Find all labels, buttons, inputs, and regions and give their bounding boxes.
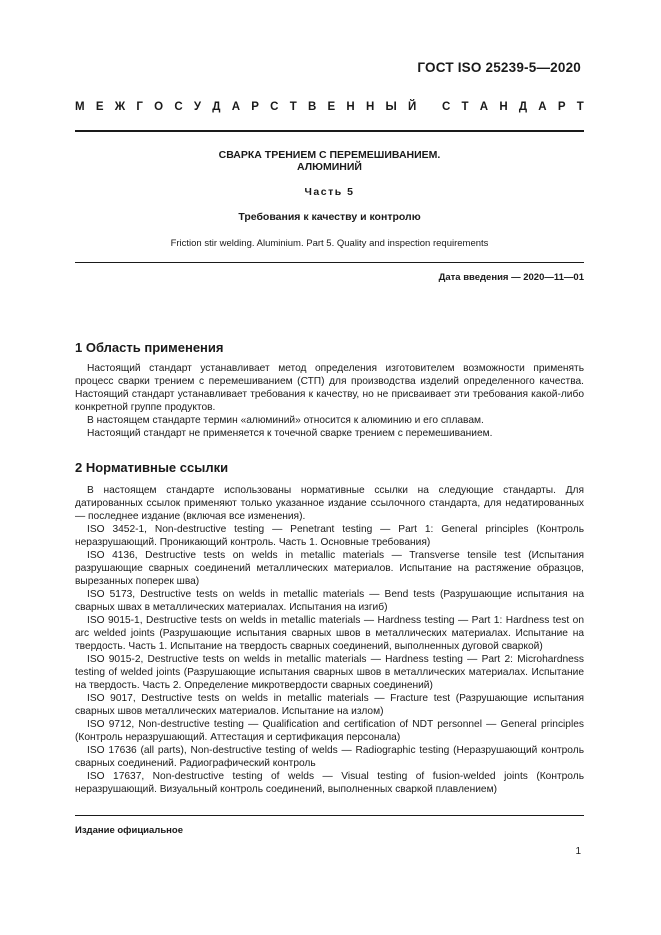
subtitle: Требования к качеству и контролю xyxy=(238,211,421,223)
footer-rule xyxy=(75,815,584,816)
interstate-letter: Т xyxy=(461,101,469,113)
english-title: Friction stir welding. Aluminium. Part 5. Quality and inspection requirements xyxy=(170,238,489,249)
introduction-date: Дата введения — 2020—11—01 xyxy=(438,272,584,283)
interstate-letter: Д xyxy=(212,101,221,113)
interstate-letter: Н xyxy=(499,101,508,113)
interstate-letter: А xyxy=(479,101,489,113)
reference-iso-9015-1: ISO 9015-1, Destructive tests on welds in metallic materials — Hardness testing — Part 1: Hardness test on arc welded joints (Разрушающие испытания сварных швов в металлических материалах. Испытание на твердость. Часть 1. Испытание на твердость сварных соединений, выполненных дуговой сваркой) xyxy=(75,615,584,652)
interstate-letter: А xyxy=(538,101,547,113)
interstate-letter: М xyxy=(75,101,85,113)
interstate-letter: Н xyxy=(346,101,355,113)
document-number: ГОСТ ISO 25239-5—2020 xyxy=(417,60,581,75)
interstate-letter: Й xyxy=(408,101,417,113)
interstate-letter: Р xyxy=(557,101,566,113)
part-label: Часть 5 xyxy=(304,186,355,198)
interstate-letter: Е xyxy=(95,101,104,113)
reference-iso-17637: ISO 17637, Non-destructive testing of welds — Visual testing of fusion-welded joints (Контроль неразрушающий. Визуальный контроль соединений, выполненных сваркой плавлением) xyxy=(75,771,584,795)
interstate-letter: Е xyxy=(327,101,336,113)
title-rule xyxy=(75,262,584,263)
title-line-1: СВАРКА ТРЕНИЕМ С ПЕРЕМЕШИВАНИЕМ. xyxy=(218,149,441,161)
section-1-paragraph: В настоящем стандарте термин «алюминий» относится к алюминию и его сплавам. xyxy=(87,415,484,426)
reference-iso-9712: ISO 9712, Non-destructive testing — Qualification and certification of NDT personnel — General principles (Контроль неразрушающий. Аттестация и сертификация персонала) xyxy=(75,719,584,743)
reference-iso-3452-1: ISO 3452-1, Non-destructive testing — Penetrant testing — Part 1: General principles (Контроль неразрушающий. Проникающий контроль. Часть 1. Основные требования) xyxy=(75,524,584,548)
interstate-letter: С xyxy=(441,101,451,113)
reference-iso-17636: ISO 17636 (all parts), Non-destructive testing of welds — Radiographic testing (Неразрушающий контроль сварных соединений. Радиографический контроль xyxy=(75,745,584,769)
interstate-letter: Р xyxy=(251,101,259,113)
interstate-letter: С xyxy=(270,101,279,113)
section-1-paragraph: Настоящий стандарт не применяется к точечной сварке трением с перемешиванием. xyxy=(87,428,493,439)
reference-iso-9015-2: ISO 9015-2, Destructive tests on welds in metallic materials — Hardness testing — Part 2: Microhardness testing of welded joints (Разрушающие испытания сварных швов в металлических материалах. Испытание на твердость. Часть 2. Определение микротвердости сварных соединений) xyxy=(75,654,584,691)
section-2-heading: 2 Нормативные ссылки xyxy=(75,460,229,475)
interstate-letter: В xyxy=(307,101,317,113)
interstate-letter: Т xyxy=(576,101,584,113)
section-1-body xyxy=(75,362,584,440)
interstate-gap xyxy=(428,100,431,114)
section-1-heading: 1 Область применения xyxy=(75,340,224,355)
interstate-letter: Г xyxy=(136,101,143,113)
header-rule xyxy=(75,130,584,132)
interstate-letter: Н xyxy=(365,101,375,113)
interstate-letter: С xyxy=(174,101,183,113)
official-edition-label: Издание официальное xyxy=(75,825,183,836)
interstate-letter: Ж xyxy=(114,101,126,113)
section-2-paragraph: В настоящем стандарте использованы нормативные ссылки на следующие стандарты. Для датированных ссылок применяют только указанное издание ссылочного стандарта, для недатированных — последнее издание (включая все изменения). xyxy=(75,485,584,522)
interstate-standard-heading xyxy=(75,100,584,114)
reference-iso-9017: ISO 9017, Destructive tests on welds in metallic materials — Fracture test (Разрушающие испытания сварных швов металлических материалов. Испытание на излом) xyxy=(75,693,584,717)
interstate-letter: У xyxy=(193,101,202,113)
interstate-letter: Д xyxy=(518,101,528,113)
reference-iso-5173: ISO 5173, Destructive tests on welds in metallic materials — Bend tests (Разрушающие испытания на сварных швах в металлических материалах. Испытания на изгиб) xyxy=(75,589,584,613)
section-1-paragraph: Настоящий стандарт устанавливает метод определения изготовителем возможности применять процесс сварки трением с перемешиванием (СТП) для производства изделий определенного качества. Настоящий стандарт устанавливает требования к качеству, но не присваивает эти требования какой-либо конкретной группе продуктов. xyxy=(75,363,584,413)
interstate-letter: О xyxy=(154,101,164,113)
page-number: 1 xyxy=(575,846,581,857)
section-2-body xyxy=(75,484,584,796)
interstate-letter: Т xyxy=(289,101,297,113)
interstate-letter: Ы xyxy=(385,101,397,113)
reference-iso-4136: ISO 4136, Destructive tests on welds in metallic materials — Transverse tensile test (Испытания разрушающие сварных соединений металлических материалов. Испытание на растяжение образцов, вырезанных поперек шва) xyxy=(75,550,584,587)
interstate-letter: А xyxy=(231,101,241,113)
title-line-2: АЛЮМИНИЙ xyxy=(297,161,362,173)
